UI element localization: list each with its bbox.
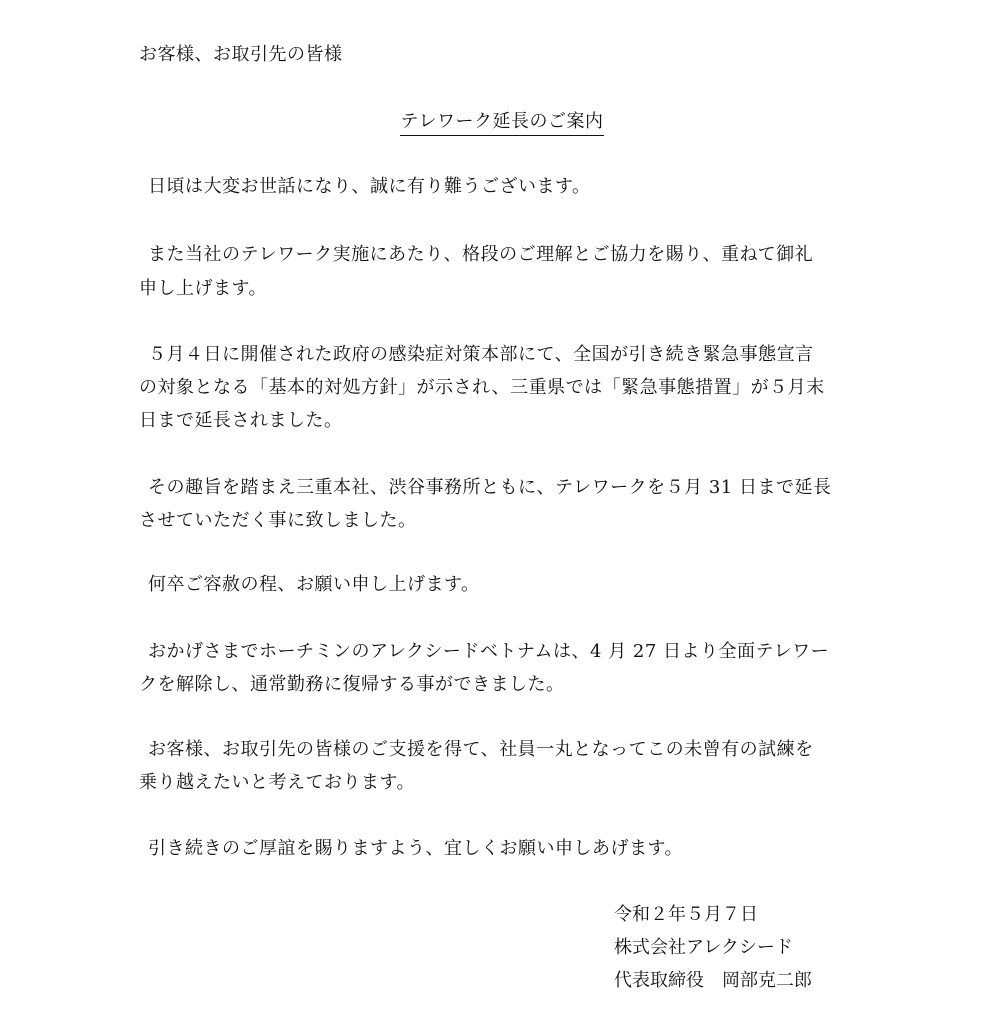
document-title: テレワーク延長のご案内 xyxy=(400,113,603,136)
paragraph-2-line-2: 申し上げます。 xyxy=(139,278,268,299)
signature-representative: 代表取締役 岡部克二郎 xyxy=(614,970,812,991)
paragraph-4-line-2: させていただく事に致しました。 xyxy=(139,510,417,531)
paragraph-5-line-1: 何卒ご容赦の程、お願い申し上げます。 xyxy=(148,574,480,595)
addressee-line: お客様、お取引先の皆様 xyxy=(139,44,343,65)
paragraph-8-line-1: 引き続きのご厚誼を賜りますよう、宜しくお願い申しあげます。 xyxy=(148,838,684,859)
paragraph-3-line-2: の対象となる「基本的対処方針」が示され、三重県では「緊急事態措置」が５月末 xyxy=(139,377,825,398)
document-title-wrapper xyxy=(0,113,1004,136)
signature-company: 株式会社アレクシード xyxy=(614,937,793,958)
paragraph-3-line-1: ５月４日に開催された政府の感染症対策本部にて、全国が引き続き緊急事態宣言 xyxy=(148,344,814,365)
paragraph-4-line-1: その趣旨を踏まえ三重本社、渋谷事務所ともに、テレワークを５月 31 日まで延長 xyxy=(148,477,832,498)
paragraph-1-line-1: 日頃は大変お世話になり、誠に有り難うございます。 xyxy=(148,176,591,197)
paragraph-7-line-1: お客様、お取引先の皆様のご支援を得て、社員一丸となってこの未曾有の試練を xyxy=(148,739,814,760)
paragraph-7-line-2: 乗り越えたいと考えております。 xyxy=(139,772,416,793)
paragraph-6-line-1: おかげさまでホーチミンのアレクシードベトナムは、4 月 27 日より全面テレワー xyxy=(148,641,830,662)
paragraph-3-line-3: 日まで延長されました。 xyxy=(139,410,343,431)
signature-date: 令和２年５月７日 xyxy=(614,904,758,925)
paragraph-2-line-1: また当社のテレワーク実施にあたり、格段のご理解とご協力を賜り、重ねて御礼 xyxy=(148,244,814,265)
paragraph-6-line-2: クを解除し、通常勤務に復帰する事ができました。 xyxy=(139,674,565,695)
